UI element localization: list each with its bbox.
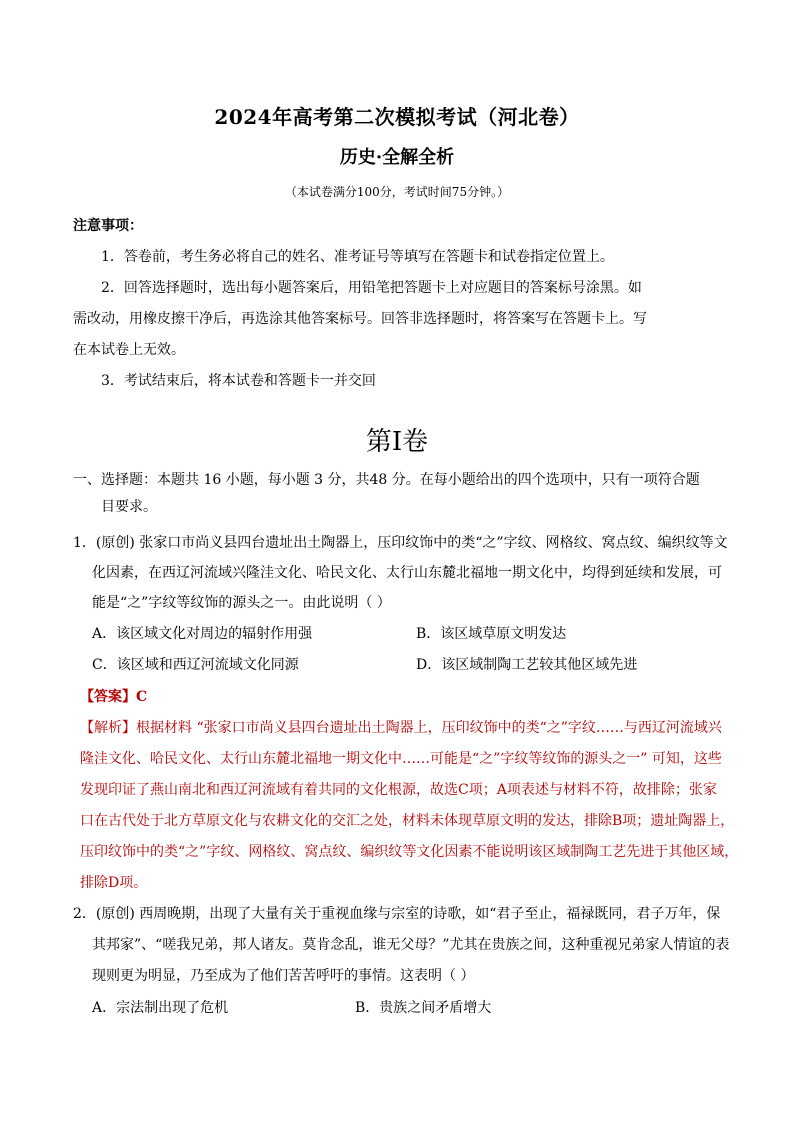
question-1-analysis-cont: 排除D项。 <box>80 875 148 891</box>
question-1-analysis-cont: 压印纹饰中的类“之”字纹、网格纹、窝点纹、编织纹等文化因素不能说明该区域制陶工艺先进于其他区域， <box>80 844 739 860</box>
question-2-stem-cont: 其邦家”、“嗟我兄弟，邦人诸友。莫肯念乱，谁无父母？”尤其在贵族之间，这种重视兄弟家人情谊的表 <box>92 937 730 953</box>
question-2-option-b: B．贵族之间矛盾增大 <box>355 1000 492 1016</box>
question-1-analysis: 【解析】根据材料 “张家口市尚义县四台遗址出土陶器上，压印纹饰中的类“之”字纹……与西辽河流域兴 <box>80 720 722 736</box>
question-1-option-c: C．该区域和西辽河流域文化同源 <box>92 657 299 673</box>
question-1-option-d: D．该区域制陶工艺较其他区域先进 <box>416 657 638 673</box>
question-1-stem-cont: 能是“之”字纹等纹饰的源头之一。由此说明（ ） <box>92 595 391 611</box>
question-1-option-b: B．该区域草原文明发达 <box>416 626 567 642</box>
question-2-option-a: A．宗法制出现了危机 <box>92 1000 229 1016</box>
notice-label: 注意事项： <box>73 218 143 234</box>
question-1-analysis-cont: 发现印证了燕山南北和西辽河流域有着共同的文化根源，故选C项；A项表述与材料不符，故排除；张家 <box>80 782 717 798</box>
section-intro-cont: 目要求。 <box>101 499 157 515</box>
question-2-stem: 2．(原创) 西周晚期，出现了大量有关于重视血缘与宗室的诗歌，如“君子至止，福禄既同，君子万年，保 <box>73 906 721 922</box>
question-1-stem: 1．(原创) 张家口市尚义县四台遗址出土陶器上，压印纹饰中的类“之”字纹、网格纹、窝点纹、编织纹等文 <box>73 535 728 551</box>
question-1-analysis-cont: 隆洼文化、哈民文化、太行山东麓北福地一期文化中……可能是“之”字纹等纹饰的源头之一” 可知，这些 <box>80 751 722 767</box>
notice-item-2-cont: 需改动，用橡皮擦干净后，再选涂其他答案标号。回答非选择题时，将答案写在答题卡上。写 <box>73 311 647 327</box>
page-subtitle: 历史·全解全析 <box>339 147 455 168</box>
question-2-stem-cont: 现则更为明显，乃至成为了他们苦苦呼吁的事情。这表明（ ） <box>92 968 475 984</box>
page-title: 2024年高考第二次模拟考试（河北卷） <box>214 105 580 129</box>
question-1-analysis-cont: 口在古代处于北方草原文化与农耕文化的交汇之处，材料未体现草原文明的发达，排除B项；遗址陶器上， <box>80 813 735 829</box>
notice-item-3: 3．考试结束后，将本试卷和答题卡一并交回 <box>101 373 376 389</box>
section-heading: 第I卷 <box>365 427 429 457</box>
notice-item-2: 2．回答选择题时，选出每小题答案后，用铅笔把答题卡上对应题目的答案标号涂黑。如 <box>101 280 642 296</box>
section-intro: 一、选择题：本题共 16 小题，每小题 3 分，共48 分。在每小题给出的四个选项中，只有一项符合题 <box>73 472 700 488</box>
notice-item-1: 1．答卷前，考生务必将自己的姓名、准考证号等填写在答题卡和试卷指定位置上。 <box>101 249 614 265</box>
question-1-answer: 【答案】C <box>80 689 148 705</box>
notice-item-2-cont: 在本试卷上无效。 <box>73 342 185 358</box>
exam-note: （本试卷满分100分，考试时间75分钟。） <box>284 185 510 199</box>
question-1-option-a: A．该区域文化对周边的辐射作用强 <box>92 626 313 642</box>
question-1-stem-cont: 化因素，在西辽河流域兴隆洼文化、哈民文化、太行山东麓北福地一期文化中，均得到延续和发展，可 <box>92 565 722 581</box>
